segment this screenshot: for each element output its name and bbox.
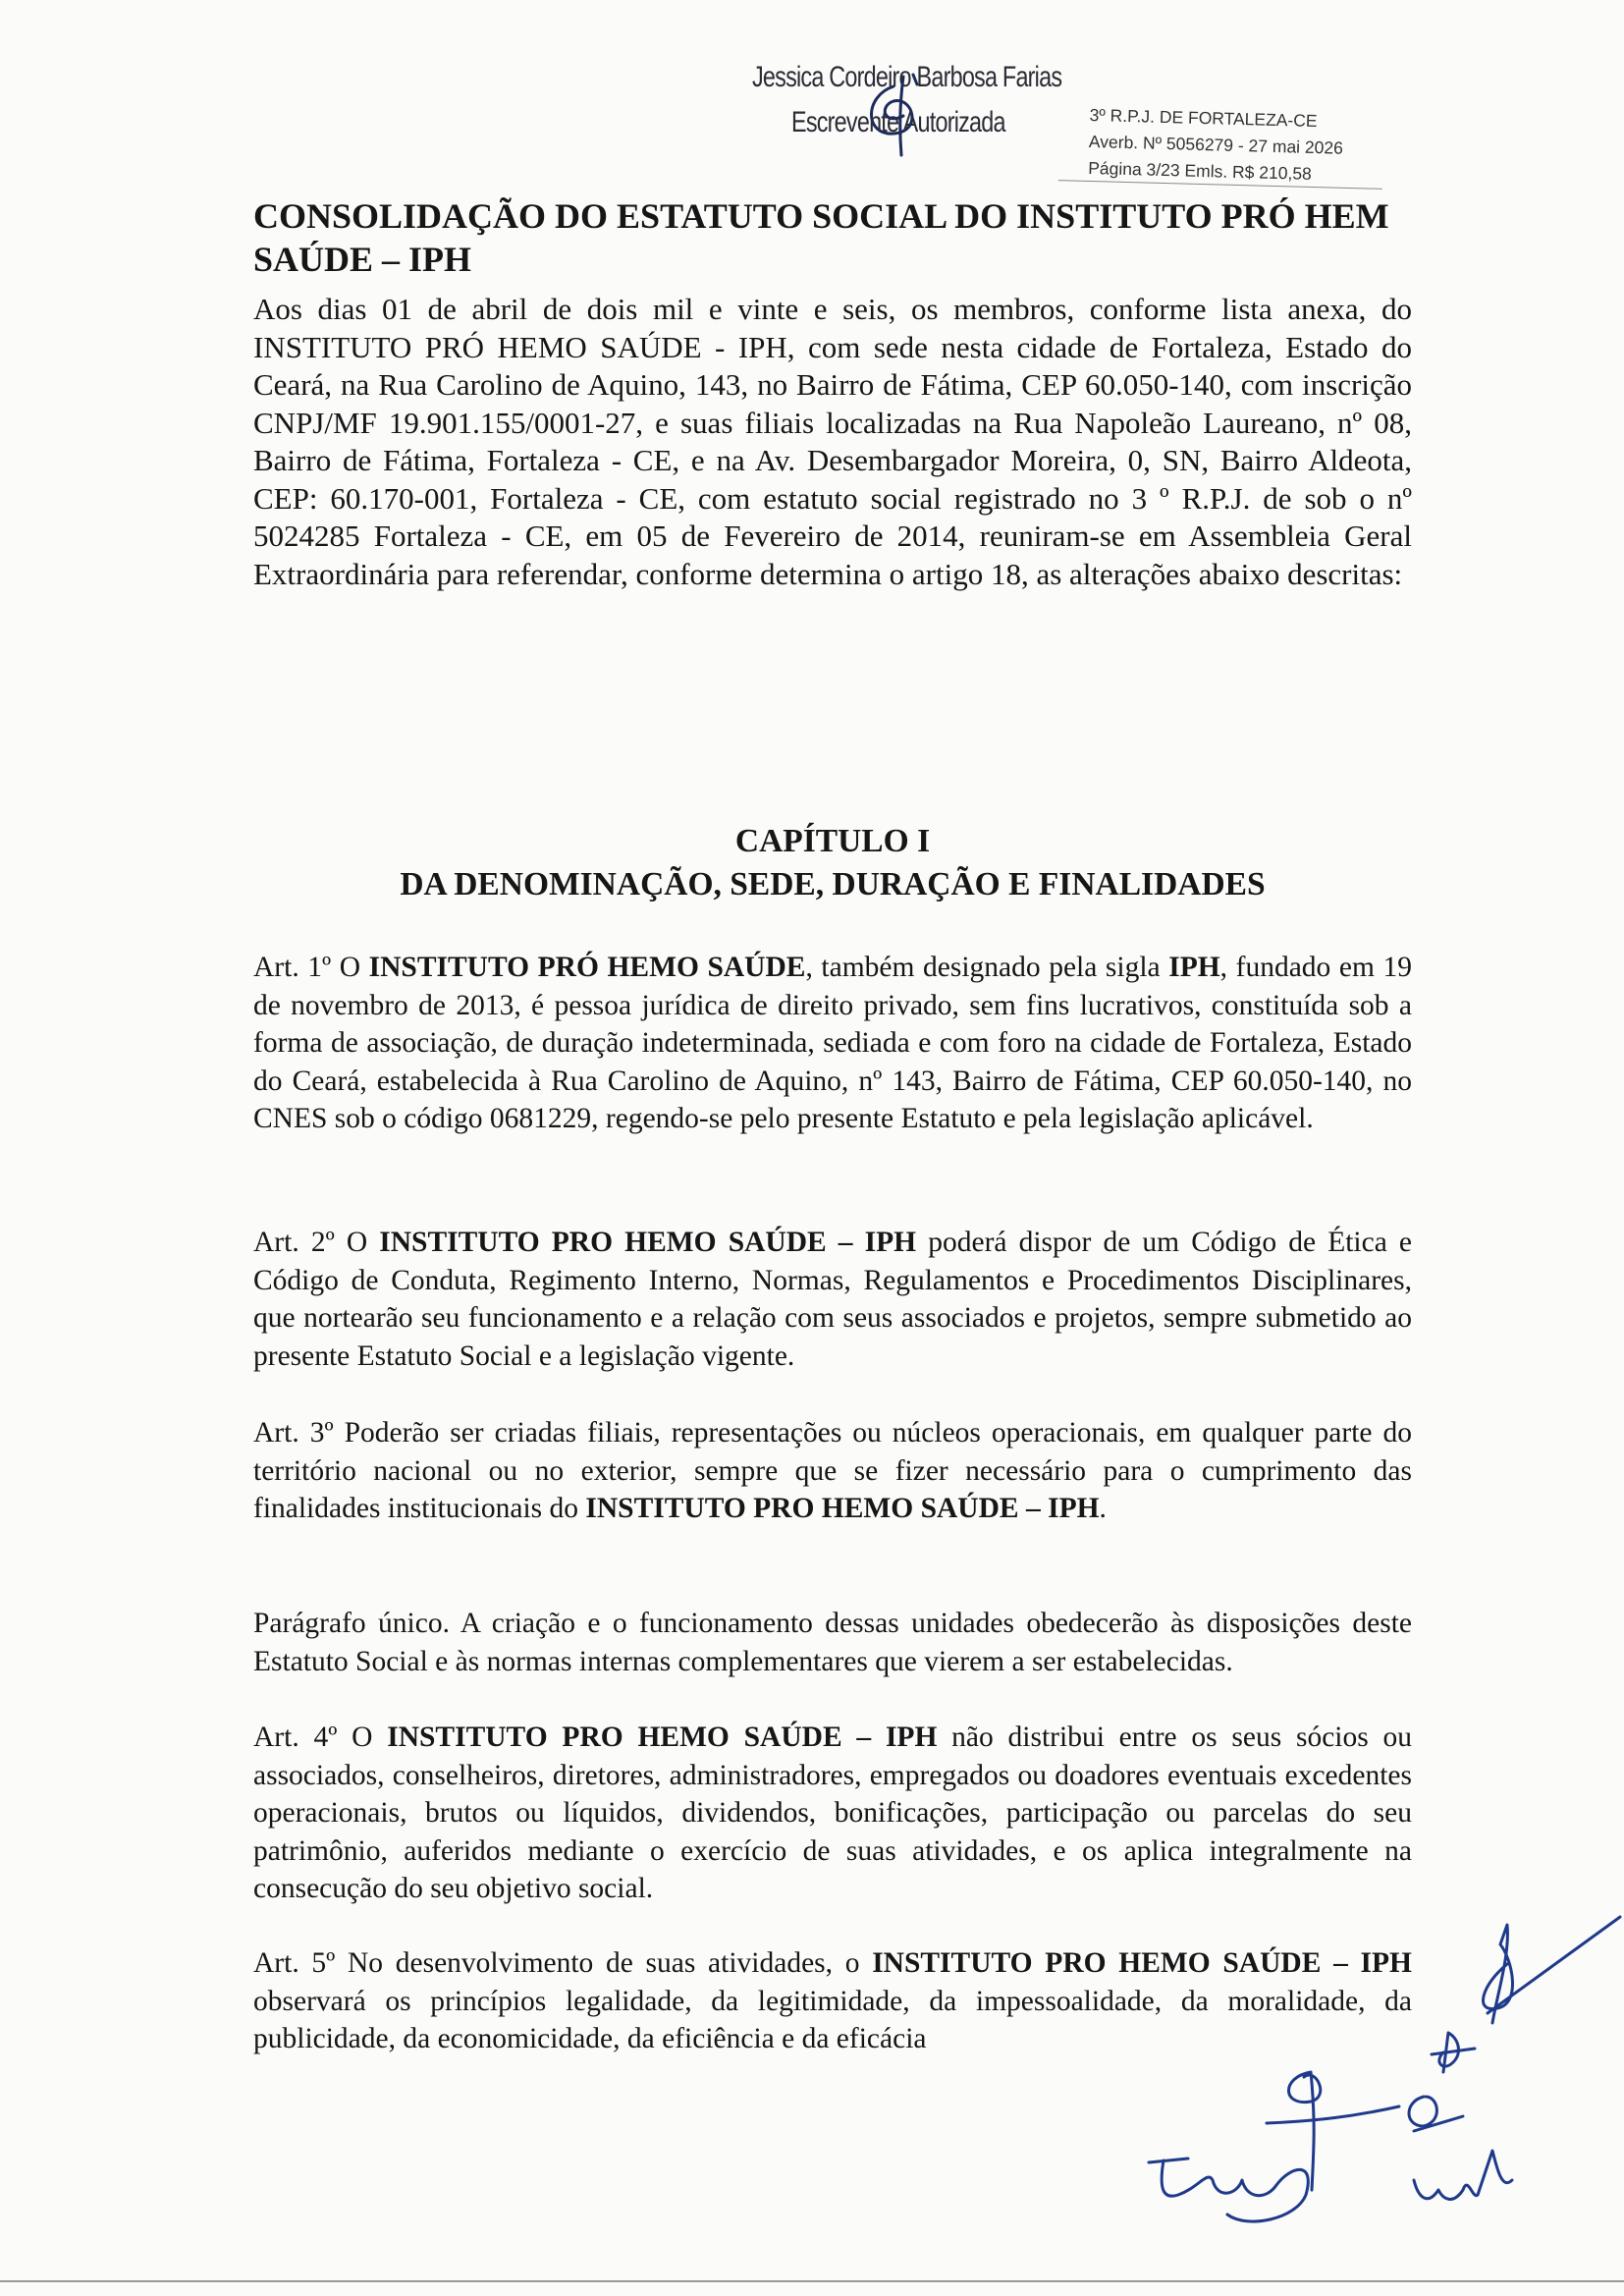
registry-averb: Averb. Nº 5056279 - 27 mai 2026 [1088,131,1344,158]
registry-page: Página 3/23 Emls. R$ 210,58 [1087,157,1313,184]
paragrafo-unico: Parágrafo único. A criação e o funcionamento dessas unidades obedecerão às disposições deste Estatuto Social e às normas internas complementares que vierem a ser estabelecidas. [253,1608,1412,1677]
signer-role: Escrevente Autorizada [791,106,1005,138]
article-1 [253,949,1412,1138]
article-1-prefix: Art. 1º O [253,952,369,983]
signer-name: Jessica Cordeiro Barbosa Farias [752,61,1062,93]
article-4-text: não distribui entre os seus sócios ou associados, conselheiros, diretores, administradores, empregados ou doadores eventuais excedentes operacionais, brutos ou líquidos, dividendos, bonificações, participação ou parcelas do seu patrimônio, auferidos mediante o exercício de suas atividades, e os aplica integralmente na consecução do seu objetivo social. [253,1722,1412,1904]
notary-signature-block [746,61,1070,159]
article-2-institute-name: INSTITUTO PRO HEMO SAÚDE – IPH [379,1227,917,1258]
handwritten-rubrics-icon [1119,1905,1624,2278]
article-5-institute-name: INSTITUTO PRO HEMO SAÚDE – IPH [872,1947,1412,1979]
chapter-title: DA DENOMINAÇÃO, SEDE, DURAÇÃO E FINALIDADES [400,866,1266,902]
document-title: CONSOLIDAÇÃO DO ESTATUTO SOCIAL DO INSTITUTO PRÓ HEM SAÚDE – IPH [253,196,1389,279]
intro-paragraph: Aos dias 01 de abril de dois mil e vinte e seis, os membros, conforme lista anexa, do INSTITUTO PRÓ HEMO SAÚDE - IPH, com sede nesta cidade de Fortaleza, Estado do Ceará, na Rua Carolino de Aquino, 143, no Bairro de Fátima, CEP 60.050-140, com inscrição CNPJ/MF 19.901.155/0001-27, e suas filiais localizadas na Rua Napoleão Laureano, nº 08, Bairro de Fátima, Fortaleza - CE, e na Av. Desembargador Moreira, 0, SN, Bairro Aldeota, CEP: 60.170-001, Fortaleza - CE, com estatuto social registrado no 3 º R.P.J. de sob o nº 5024285 Fortaleza - CE, em 05 de Fevereiro de 2014, reuniram-se em Assembleia Geral Extraordinária para referendar, conforme determina o artigo 18, as alterações abaixo descritas: [253,292,1412,591]
article-4 [253,1719,1412,1908]
article-5-prefix: Art. 5º No desenvolvimento de suas atividades, o [253,1947,873,1979]
article-4-prefix: Art. 4º O [253,1722,388,1753]
chapter-number: CAPÍTULO I [734,823,931,859]
article-1-mid: , também designado pela sigla [805,952,1169,983]
article-2-text: poderá dispor de um Código de Ética e Código de Conduta, Regimento Interno, Normas, Regulamentos e Procedimentos Disciplinares, que nortearão seu funcionamento e a relação com seus associados e projetos, sempre submetido ao presente Estatuto Social e a legislação vigente. [253,1227,1412,1372]
registry-stamp [1088,102,1384,190]
article-3 [253,1414,1412,1528]
article-4-institute-name: INSTITUTO PRO HEMO SAÚDE – IPH [387,1722,938,1753]
handwritten-signature-icon [854,57,972,165]
article-3-institute-name: INSTITUTO PRO HEMO SAÚDE – IPH [585,1493,1100,1524]
registry-office: 3º R.P.J. DE FORTALEZA-CE [1089,104,1318,132]
article-5-text: observará os princípios legalidade, da legitimidade, da impessoalidade, da moralidade, da publicidade, da economicidade, da eficiência e da eficácia [253,1985,1412,2054]
article-3-text: Art. 3º Poderão ser criadas filiais, representações ou núcleos operacionais, em qualquer parte do território nacional ou no exterior, sempre que se fizer necessário para o cumprimento das finalidades institucionais do [253,1417,1412,1524]
article-2 [253,1224,1412,1375]
page-bottom-rule [0,2280,1624,2282]
article-2-prefix: Art. 2º O [253,1227,380,1258]
article-1-institute-name: INSTITUTO PRÓ HEMO SAÚDE [368,952,806,983]
article-1-text: , fundado em 19 de novembro de 2013, é pessoa jurídica de direito privado, sem fins lucrativos, constituída sob a forma de associação, de duração indeterminada, sediada e com foro na cidade de Fortaleza, Estado do Ceará, estabelecida à Rua Carolino de Aquino, nº 143, Bairro de Fátima, CEP 60.050-140, no CNES sob o código 0681229, regendo-se pelo presente Estatuto e pela legislação aplicável. [253,952,1412,1134]
article-1-acronym: IPH [1168,952,1220,983]
article-3-end: . [1099,1493,1107,1524]
